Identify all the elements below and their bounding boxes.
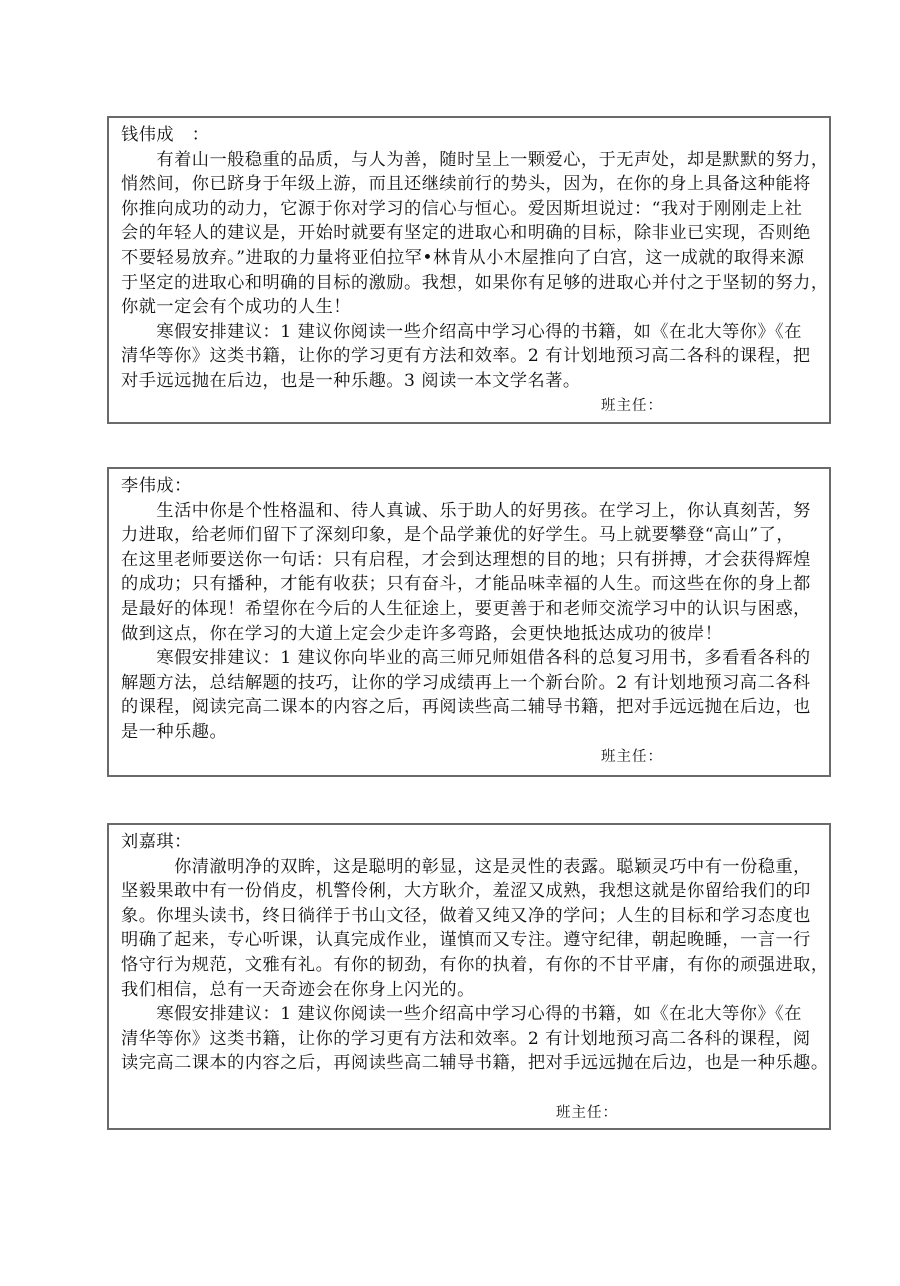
text-line: 我们相信，总有一天奇迹会在你身上闪光的。	[121, 979, 475, 1000]
text-line: 你就一定会有个成功的人生！	[121, 297, 351, 318]
text-line: 清华等你》这类书籍，让你的学习更有方法和效率。2 有计划地预习高二各科的课程，阅	[121, 1028, 811, 1049]
text-line: 清华等你》这类书籍，让你的学习更有方法和效率。2 有计划地预习高二各科的课程，把	[121, 346, 811, 367]
text-line: 坚毅果敢中有一份俏皮，机警伶俐，大方耿介，羞涩又成熟，我想这就是你留给我们的印	[121, 881, 811, 902]
comment-body	[121, 855, 829, 1101]
text-line: 力进取，给老师们留下了深刻印象，是个品学兼优的好学生。马上就要攀登“高山”了，	[121, 525, 795, 546]
student-name: 李伟成：	[121, 476, 192, 496]
text-line	[121, 1076, 823, 1101]
comment-card-liweicheng	[107, 467, 831, 777]
student-name: 钱伟成 ：	[121, 125, 210, 145]
student-name: 刘嘉琪：	[121, 832, 192, 852]
text-line: 有着山一般稳重的品质，与人为善，随时呈上一颗爱心，于无声处，却是默默的努力，	[121, 149, 829, 170]
text-line: 是最好的体现！希望你在今后的人生征途上，要更善于和老师交流学习中的认识与困惑，	[121, 598, 811, 619]
comment-body	[121, 148, 829, 394]
comment-body	[121, 499, 823, 745]
text-line: 会的年轻人的建议是，开始时就要有坚定的进取心和明确的目标，除非业已实现，否则绝	[121, 223, 811, 244]
text-line: 寒假安排建议：1 建议你向毕业的高三师兄师姐借各科的总复习用书，多看看各科的	[121, 648, 811, 669]
text-line: 的成功；只有播种，才能有收获；只有奋斗，才能品味幸福的人生。而这些在你的身上都	[121, 574, 811, 595]
text-line: 恪守行为规范，文雅有礼。有你的韧劲，有你的执着，有你的不甘平庸，有你的顽强进取，	[121, 954, 829, 975]
teacher-signature-label: 班主任：	[601, 748, 663, 765]
text-line: 在这里老师要送你一句话：只有启程，才会到达理想的目的地；只有拼搏，才会获得辉煌	[121, 549, 811, 570]
text-line: 是一种乐趣。	[121, 721, 228, 742]
text-line: 生活中你是个性格温和、待人真诚、乐于助人的好男孩。在学习上，你认真刻苦，努	[121, 500, 811, 521]
text-line: 的课程，阅读完高二课本的内容之后，再阅读些高二辅导书籍，把对手远远抛在后边，也	[121, 697, 811, 718]
text-line: 于坚定的进取心和明确的目标的激励。我想，如果你有足够的进取心并付之于坚韧的努力，	[121, 272, 829, 293]
teacher-signature-label: 班主任：	[556, 1104, 618, 1121]
text-line: 悄然间，你已跻身于年级上游，而且还继续前行的势头，因为，在你的身上具备这种能将	[121, 174, 811, 195]
text-line: 寒假安排建议：1 建议你阅读一些介绍高中学习心得的书籍，如《在北大等你》《在	[121, 1004, 802, 1025]
text-line: 不要轻易放弃。”进取的力量将亚伯拉罕•林肯从小木屋推向了白宫，这一成就的取得来源	[121, 247, 805, 268]
teacher-signature-label: 班主任：	[601, 397, 663, 414]
text-line: 象。你埋头读书，终日徜徉于书山文径，做着又纯又净的学问；人生的目标和学习态度也	[121, 905, 811, 926]
text-line: 对手远远抛在后边，也是一种乐趣。3 阅读一本文学名著。	[121, 370, 581, 391]
text-line: 你清澈明净的双眸，这是聪明的彰显，这是灵性的表露。聪颖灵巧中有一份稳重，	[121, 856, 811, 877]
comment-card-qianweicheng	[107, 116, 831, 424]
text-line: 寒假安排建议：1 建议你阅读一些介绍高中学习心得的书籍，如《在北大等你》《在	[121, 321, 802, 342]
text-line: 读完高二课本的内容之后，再阅读些高二辅导书籍，把对手远远抛在后边，也是一种乐趣。	[121, 1053, 829, 1074]
comment-card-liujiaqi	[107, 823, 831, 1130]
text-line: 解题方法，总结解题的技巧，让你的学习成绩再上一个新台阶。2 有计划地预习高二各科	[121, 672, 811, 693]
text-line: 做到这点，你在学习的大道上定会少走许多弯路，会更快地抵达成功的彼岸！	[121, 623, 723, 644]
text-line: 明确了起来，专心听课，认真完成作业，谨慎而又专注。遵守纪律，朝起晚睡，一言一行	[121, 930, 811, 951]
text-line: 你推向成功的动力，它源于你对学习的信心与恒心。爱因斯坦说过：“我对于刚刚走上社	[121, 198, 803, 219]
